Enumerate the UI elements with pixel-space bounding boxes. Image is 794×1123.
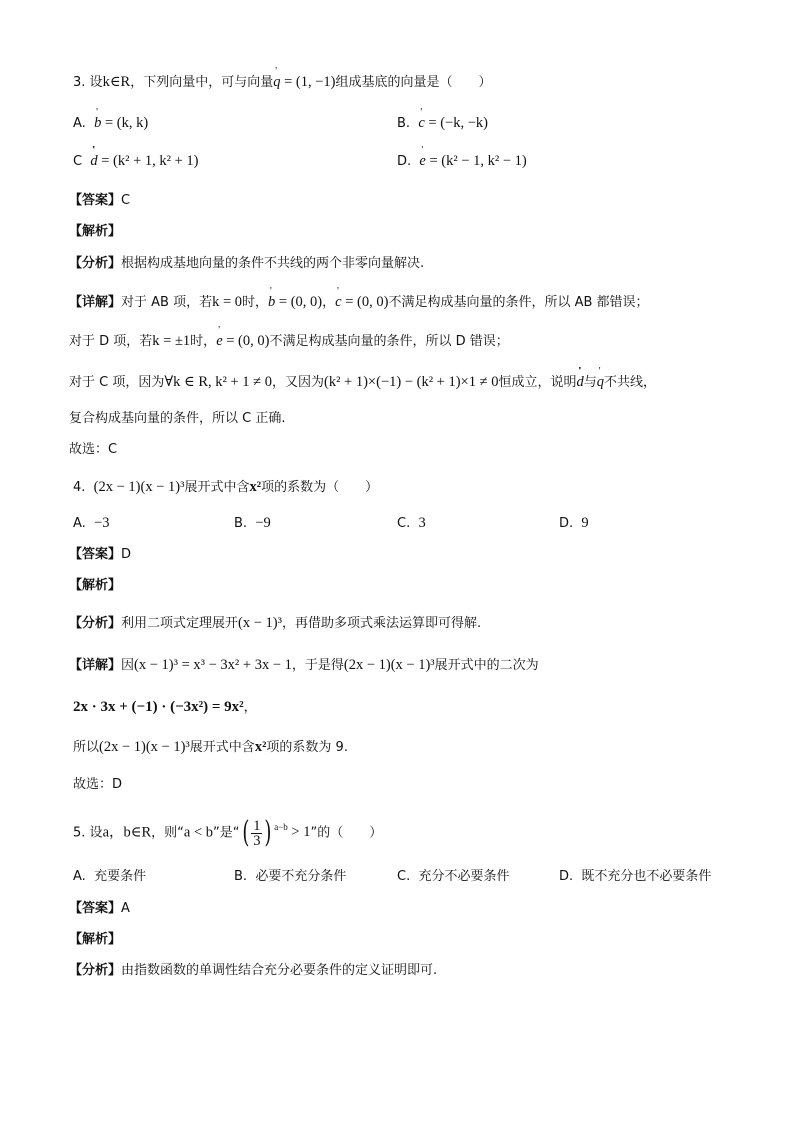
q3-option-c bbox=[73, 151, 198, 172]
q3-option-b bbox=[397, 113, 488, 134]
detail-text: 不满足构成基向量的条件，所以 D 错误； bbox=[269, 334, 509, 349]
detail-text: 时， bbox=[190, 334, 217, 349]
detail-text: 展开式中的二次为 bbox=[434, 658, 539, 673]
q4-x2: x² bbox=[249, 479, 262, 495]
q4-option-a bbox=[73, 513, 110, 534]
detail-math: x² bbox=[254, 739, 267, 755]
fenxi-tag: 【分析】 bbox=[69, 616, 122, 631]
detail-math: (2x − 1)(x − 1)³ bbox=[99, 739, 190, 755]
fenxi-text: 利用二项式定理展开 bbox=[121, 616, 239, 631]
jiexi-tag: 【解析】 bbox=[69, 224, 122, 239]
q3-mid: ，下列向量中，可与向量 bbox=[130, 75, 274, 90]
q4-expr: (2x − 1)(x − 1)³ bbox=[93, 479, 185, 495]
detail-tag: 【详解】 bbox=[69, 295, 122, 310]
detail-text: 不满足构成基向量的条件，所以 AB 都错误； bbox=[388, 295, 649, 310]
q3-number: 3. bbox=[73, 75, 86, 90]
q3-vec-q-val: = (1, −1) bbox=[280, 74, 336, 90]
option-label: A. bbox=[73, 116, 86, 131]
q5-option-d bbox=[559, 867, 711, 887]
option-label: A. bbox=[73, 869, 86, 884]
detail-text: 与 bbox=[583, 375, 597, 390]
q3-option-b-val: = (−k, −k) bbox=[424, 115, 488, 131]
option-value: −9 bbox=[255, 515, 271, 531]
option-label: C. bbox=[397, 869, 411, 884]
q4-choose bbox=[73, 775, 122, 795]
option-value: 充分不必要条件 bbox=[418, 869, 510, 884]
q5-text: ”是“ bbox=[213, 825, 240, 841]
q5-gt: > 1 bbox=[287, 824, 311, 841]
exponent: a−b bbox=[274, 822, 288, 833]
q4-option-c bbox=[397, 513, 426, 534]
fenxi-tag: 【分析】 bbox=[69, 256, 122, 271]
q3-vec-q: ' q bbox=[273, 72, 280, 92]
q4-detail-1 bbox=[69, 655, 539, 676]
q3-option-a-val: = (k, k) bbox=[101, 115, 149, 131]
answer-value: A bbox=[121, 901, 130, 916]
option-label: D. bbox=[397, 154, 412, 169]
q5-cond1: a < b bbox=[183, 824, 214, 841]
q3-option-d bbox=[397, 151, 527, 172]
detail-vec-c: ' c bbox=[335, 292, 341, 312]
q5-number: 5. bbox=[73, 825, 86, 841]
q4-stem bbox=[73, 477, 378, 498]
answer-tag: 【答案】 bbox=[69, 901, 122, 916]
q3-detail-4 bbox=[69, 409, 285, 429]
detail-vec-d: '' d bbox=[576, 372, 583, 392]
q4-number: 4. bbox=[73, 480, 86, 495]
frac-numerator: 1 bbox=[253, 817, 261, 834]
q4-jiexi bbox=[69, 576, 121, 596]
detail-text: 因 bbox=[121, 658, 135, 673]
detail-math: = (0, 0) bbox=[222, 333, 270, 349]
q3-option-b-vec: ' c bbox=[418, 113, 424, 133]
q5-option-b bbox=[234, 867, 346, 887]
q4-detail-eq bbox=[73, 697, 257, 718]
option-label: D. bbox=[559, 869, 574, 884]
detail-math: (2x − 1)(x − 1)³ bbox=[343, 657, 435, 673]
q4-text: 展开式中含 bbox=[184, 480, 250, 495]
option-value: 9 bbox=[581, 515, 589, 531]
option-label: C. bbox=[397, 516, 411, 531]
answer-tag: 【答案】 bbox=[69, 547, 122, 562]
option-label: C bbox=[73, 154, 83, 169]
q5-option-a bbox=[73, 867, 146, 887]
q4-fenxi bbox=[69, 613, 481, 634]
q3-detail-2 bbox=[69, 331, 509, 352]
detail-math: k = ±1 bbox=[152, 333, 191, 349]
fenxi-math: (x − 1)³ bbox=[238, 615, 282, 631]
fenxi-text: 根据构成基地向量的条件不共线的两个非零向量解决. bbox=[121, 256, 425, 271]
jiexi-tag: 【解析】 bbox=[69, 578, 122, 593]
detail-text: ， bbox=[243, 700, 257, 715]
q3-post: 组成基底的向量是（ ） bbox=[335, 75, 492, 90]
option-label: A. bbox=[73, 516, 86, 531]
detail-text: ， bbox=[322, 295, 336, 310]
q4-conclusion bbox=[73, 737, 348, 758]
detail-text: 对于 C 项，因为 bbox=[69, 375, 165, 390]
answer-value: D bbox=[121, 547, 132, 562]
q3-option-d-val: = (k² − 1, k² − 1) bbox=[425, 153, 527, 169]
detail-math: ∀k ∈ R, k² + 1 ≠ 0 bbox=[164, 374, 272, 390]
q3-pre: 设 bbox=[89, 75, 103, 90]
q4-option-b bbox=[234, 513, 271, 534]
option-value: 既不充分也不必要条件 bbox=[581, 869, 712, 884]
q4-option-d bbox=[559, 513, 589, 534]
detail-vec-b: ' b bbox=[268, 292, 275, 312]
fenxi-text: ，再借助多项式乘法运算即可得解. bbox=[281, 616, 482, 631]
detail-math: = (0, 0) bbox=[341, 294, 389, 310]
detail-math: (x − 1)³ = x³ − 3x² + 3x − 1 bbox=[134, 657, 292, 673]
fenxi-tag: 【分析】 bbox=[69, 963, 122, 978]
detail-vec-e: ' e bbox=[216, 331, 222, 351]
detail-math: (k² + 1)×(−1) − (k² + 1)×1 ≠ 0 bbox=[324, 374, 499, 390]
detail-text: ，于是得 bbox=[291, 658, 344, 673]
fenxi-text: 由指数函数的单调性结合充分必要条件的定义证明即可. bbox=[121, 963, 438, 978]
q5-vars: a，b∈R bbox=[102, 824, 152, 841]
detail-text: 恒成立，说明 bbox=[498, 375, 577, 390]
detail-text: 展开式中含 bbox=[189, 740, 255, 755]
detail-text: 对于 AB 项，若 bbox=[121, 295, 213, 310]
q3-option-a-vec: ' b bbox=[94, 113, 101, 133]
q3-option-c-vec: '' d bbox=[90, 151, 97, 171]
q5-cond2: ( $\frac{1}{3}$ ) $^{a-b}$ > 1 bbox=[241, 815, 311, 850]
detail-math: k = 0 bbox=[212, 294, 243, 310]
q5-answer bbox=[69, 899, 130, 919]
q5-stem bbox=[73, 815, 383, 850]
detail-math: = (0, 0) bbox=[275, 294, 323, 310]
option-label: B. bbox=[234, 516, 248, 531]
q3-option-d-vec: ' e bbox=[419, 151, 425, 171]
detail-text: 项的系数为 9. bbox=[266, 740, 348, 755]
option-value: 充要条件 bbox=[94, 869, 147, 884]
q3-detail-3 bbox=[69, 372, 656, 393]
q5-option-c bbox=[397, 867, 510, 887]
detail-vec-q: ' q bbox=[597, 372, 604, 392]
q3-k-in-r: k∈R bbox=[102, 74, 131, 90]
q4-answer bbox=[69, 545, 131, 565]
option-value: −3 bbox=[94, 515, 110, 531]
q3-option-a bbox=[73, 113, 148, 134]
answer-tag: 【答案】 bbox=[69, 193, 122, 208]
detail-text: 时， bbox=[242, 295, 269, 310]
q5-fenxi bbox=[69, 961, 437, 981]
jiexi-tag: 【解析】 bbox=[69, 932, 122, 947]
detail-text: 所以 bbox=[73, 740, 100, 755]
option-value: 3 bbox=[418, 515, 426, 531]
q3-answer bbox=[69, 191, 130, 211]
q3-detail-1 bbox=[69, 292, 649, 313]
frac-denominator: 3 bbox=[253, 832, 261, 849]
q5-text: ”的（ ） bbox=[310, 825, 383, 841]
option-label: D. bbox=[559, 516, 574, 531]
option-label: B. bbox=[234, 869, 248, 884]
detail-text: 不共线， bbox=[603, 375, 656, 390]
detail-text: 对于 D 项，若 bbox=[69, 334, 153, 349]
choose-text: 故选：D bbox=[73, 777, 123, 792]
detail-equation: 2x · 3x + (−1) · (−3x²) = 9x² bbox=[73, 699, 244, 715]
choose-text: 故选：C bbox=[69, 442, 118, 457]
detail-text: 复合构成基向量的条件，所以 C 正确. bbox=[69, 411, 286, 426]
q3-jiexi bbox=[69, 222, 121, 242]
q3-choose bbox=[69, 440, 117, 460]
q5-text: 设 bbox=[89, 825, 103, 841]
q5-jiexi bbox=[69, 930, 121, 950]
q5-text: ，则“ bbox=[151, 825, 184, 841]
detail-text: ，又因为 bbox=[271, 375, 324, 390]
answer-value: C bbox=[121, 193, 131, 208]
option-value: 必要不充分条件 bbox=[255, 869, 347, 884]
option-label: B. bbox=[397, 116, 411, 131]
detail-tag: 【详解】 bbox=[69, 658, 122, 673]
q3-option-c-val: = (k² + 1, k² + 1) bbox=[97, 153, 199, 169]
q4-text: 项的系数为（ ） bbox=[261, 480, 379, 495]
q3-fenxi bbox=[69, 254, 424, 274]
q3-stem bbox=[73, 72, 492, 93]
